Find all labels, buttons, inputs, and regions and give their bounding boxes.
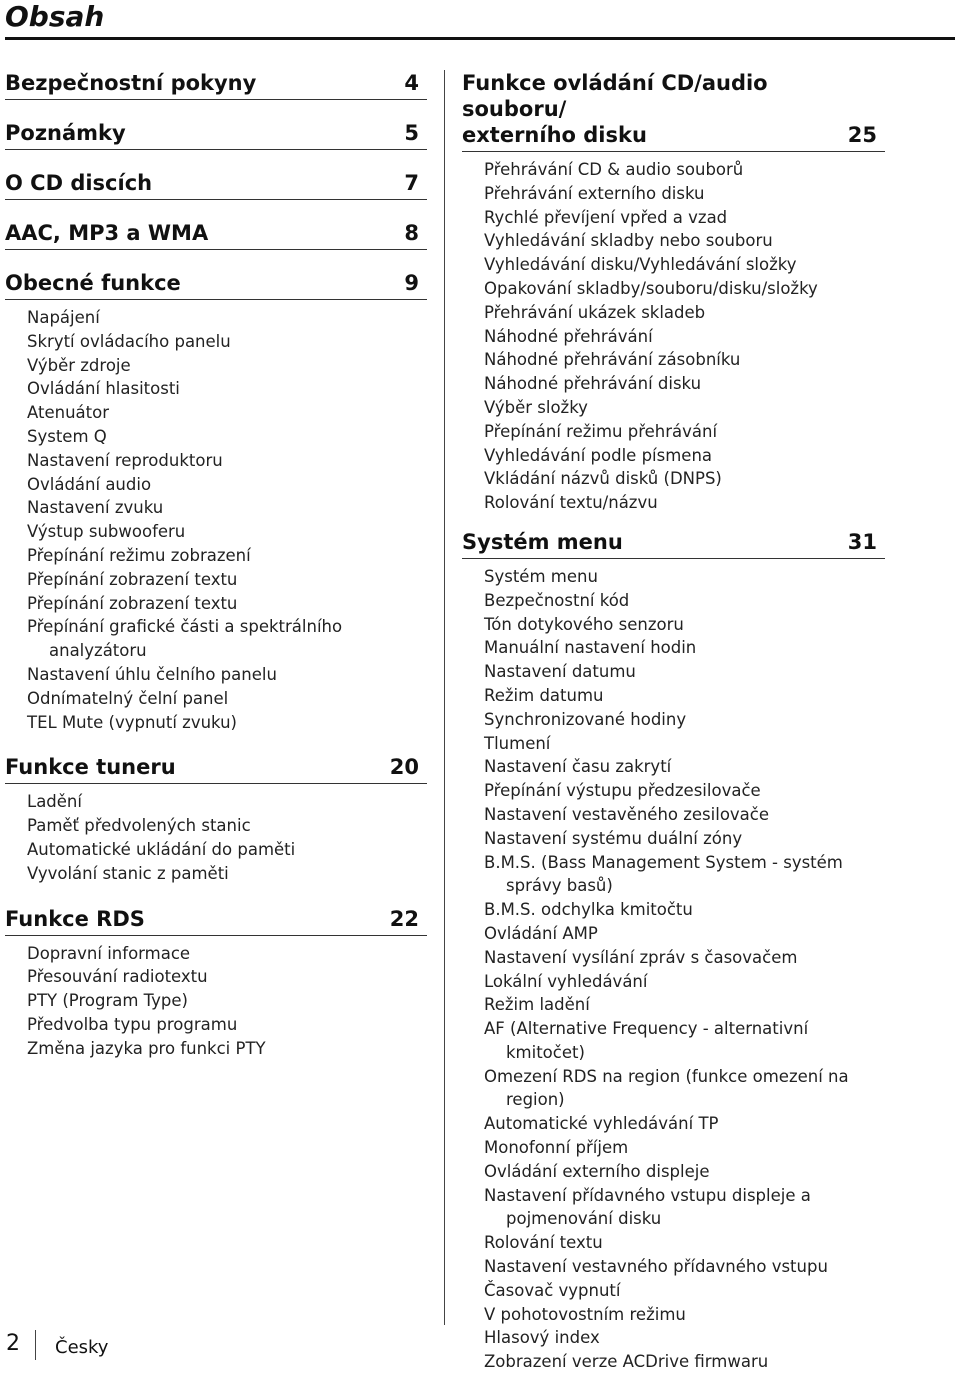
section-item-list [5,300,427,734]
toc-item-text: B.M.S. (Bass Management System - systém [484,852,843,872]
toc-item-text: Vyvolání stanic z paměti [27,863,229,883]
toc-item-text: Napájení [27,308,100,327]
toc-item-text: Nastavení zvuku [27,498,164,518]
toc-item[interactable] [27,377,427,401]
toc-item-text: Změna jazyka pro funkci PTY [27,1038,266,1058]
toc-item-text: Odnímatelný čelní panel [27,688,229,708]
toc-item-text: System Q [27,426,107,446]
toc-item[interactable] [484,684,885,708]
toc-item[interactable] [484,660,885,684]
toc-item[interactable] [27,473,427,497]
toc-item[interactable] [27,520,427,544]
toc-item-text: Výstup subwooferu [27,522,186,542]
toc-item[interactable] [484,325,885,349]
toc-item-text: Ovládání hlasitosti [27,379,180,399]
section-page-number: 9 [404,271,419,295]
toc-item-text: Nastavení vestavěného zesilovače [484,804,770,824]
toc-item-text: Monofonní příjem [484,1138,629,1158]
toc-item-text: Skrytí ovládacího panelu [27,331,231,351]
toc-item[interactable] [27,989,427,1013]
toc-item[interactable] [484,491,885,515]
toc-item[interactable] [484,229,885,253]
toc-item-text: Přepínání zobrazení textu [27,569,238,589]
toc-item-text: Rolování textu/názvu [484,493,658,513]
toc-item-text: Přesouvání radiotextu [27,967,208,987]
toc-item-text: Nastavení vestavného přídavného vstupu [484,1257,828,1277]
toc-item[interactable] [27,496,427,520]
toc-item-text: Nastavení systému duální zóny [484,828,743,848]
toc-item-text: Nastavení datumu [484,662,636,682]
toc-item-text: Nastavení úhlu čelního panelu [27,664,277,684]
toc-item-text: B.M.S. odchylka kmitočtu [484,900,693,920]
column-divider [444,70,445,1325]
toc-section [5,120,427,150]
toc-item[interactable] [484,755,885,779]
toc-item[interactable] [27,1013,427,1037]
toc-item[interactable] [27,838,427,862]
toc-item-text: Lokální vyhledávání [484,971,648,991]
toc-item[interactable] [484,1136,885,1160]
toc-item-text: Ovládání audio [27,474,152,494]
section-item-list [462,152,885,515]
toc-left-column [5,70,427,1081]
toc-item[interactable] [27,814,427,838]
toc-item-text: Hlasový index [484,1328,600,1348]
toc-item[interactable] [484,613,885,637]
toc-item-text: Vyhledávání skladby nebo souboru [484,231,773,251]
toc-item-text: Přepínání režimu přehrávání [484,421,718,441]
toc-item[interactable] [484,206,885,230]
toc-item[interactable] [484,851,885,899]
toc-item-text: Náhodné přehrávání [484,326,653,346]
toc-item-text: Ovládání AMP [484,923,598,943]
section-page-number: 5 [404,121,419,145]
section-heading[interactable] [5,270,427,300]
toc-item[interactable] [484,182,885,206]
toc-item-text: Systém menu [484,566,598,586]
toc-item[interactable] [484,348,885,372]
section-title-line: Systém menu [462,529,623,554]
toc-right-column [462,70,885,1388]
toc-item[interactable] [27,711,427,735]
page-language: Česky [55,1337,109,1358]
page-number: 2 [6,1331,20,1356]
toc-item-text: Výběr složky [484,397,588,417]
toc-item[interactable] [484,1303,885,1327]
toc-section [5,270,427,734]
toc-item-text: Nastavení vysílání zpráv s časovačem [484,947,798,967]
section-title-line: Funkce ovládání CD/audio souboru/ [462,71,768,121]
toc-item-text: Vkládání názvů disků (DNPS) [484,469,722,489]
toc-item-text: V pohotovostním režimu [484,1304,686,1324]
section-heading[interactable] [462,70,885,152]
toc-item-text: PTY (Program Type) [27,991,188,1011]
toc-section [462,70,885,515]
toc-item-text: Synchronizované hodiny [484,709,687,729]
toc-item[interactable] [484,732,885,756]
toc-item-text: Nastavení přídavného vstupu displeje a [484,1185,811,1205]
toc-item[interactable] [484,158,885,182]
section-page-number: 7 [404,171,419,195]
toc-item[interactable] [484,993,885,1017]
section-heading[interactable] [5,754,427,784]
toc-item-text: Náhodné přehrávání zásobníku [484,350,741,370]
toc-item[interactable] [27,687,427,711]
toc-section [5,220,427,250]
toc-item-text: TEL Mute (vypnutí zvuku) [27,712,237,732]
section-heading[interactable] [5,906,427,936]
toc-item[interactable] [27,790,427,814]
toc-item[interactable] [27,425,427,449]
section-title: Obecné funkce [5,271,181,295]
toc-item-text: Ovládání externího displeje [484,1161,710,1181]
toc-item-text: Paměť předvolených stanic [27,816,251,836]
toc-item[interactable] [27,401,427,425]
section-item-list [5,784,427,885]
toc-item-text: Přepínání režimu zobrazení [27,545,251,565]
toc-item-text: Ladění [27,792,82,812]
toc-item-text: Přehrávání ukázek skladeb [484,302,706,322]
toc-item-text: Opakování skladby/souboru/disku/složky [484,278,818,298]
toc-item[interactable] [484,444,885,468]
section-title: Funkce RDS [5,906,145,931]
toc-item-text: Nastavení času zakrytí [484,757,672,777]
toc-item[interactable] [484,1017,885,1065]
toc-item[interactable] [484,1184,885,1232]
section-heading[interactable] [5,220,427,250]
toc-item[interactable] [27,1037,427,1061]
toc-item[interactable] [484,779,885,803]
toc-item[interactable] [484,970,885,994]
toc-item[interactable] [484,467,885,491]
title-rule [5,37,955,40]
toc-item[interactable] [484,565,885,589]
toc-item-text: Přepínání grafické části a spektrálního [27,617,343,637]
toc-item[interactable] [27,306,427,330]
toc-item-text: Výběr zdroje [27,355,131,375]
toc-item-continuation: kmitočet) [506,1042,585,1062]
toc-item-text: Atenuátor [27,403,109,423]
toc-item-text: AF (Alternative Frequency - alternativní [484,1019,809,1039]
section-title: Funkce tuneru [5,755,176,780]
toc-item-text: Tlumení [484,733,551,753]
toc-item-text: Náhodné přehrávání disku [484,374,702,394]
toc-item[interactable] [484,636,885,660]
section-item-list [462,559,885,1374]
toc-item[interactable] [484,1231,885,1255]
toc-item-text: Přehrávání CD & audio souborů [484,160,744,179]
toc-item[interactable] [27,862,427,886]
toc-item-continuation: pojmenování disku [506,1209,662,1229]
section-page-number: 25 [847,123,877,147]
section-page-number: 20 [389,755,419,780]
toc-item-text: Vyhledávání podle písmena [484,445,713,465]
section-title [462,70,848,148]
toc-item-text: Vyhledávání disku/Vyhledávání složky [484,255,797,275]
toc-section [462,529,885,1374]
toc-item-text: Omezení RDS na region (funkce omezení na [484,1066,849,1086]
toc-item[interactable] [484,1160,885,1184]
toc-section [5,70,427,100]
page-title: Obsah [5,0,105,33]
section-page-number: 8 [404,221,419,245]
section-title [462,529,848,555]
toc-item[interactable] [484,396,885,420]
section-heading[interactable] [5,120,427,150]
toc-item-text: Rychlé převíjení vpřed a vzad [484,207,728,227]
toc-item-text: Automatické ukládání do paměti [27,839,296,859]
toc-item-continuation: správy basů) [506,876,613,896]
toc-item-text: Režim ladění [484,995,590,1015]
toc-item[interactable] [27,568,427,592]
toc-item-text: Předvolba typu programu [27,1014,238,1034]
section-title: Poznámky [5,121,126,145]
footer-divider [35,1330,36,1360]
toc-item[interactable] [484,589,885,613]
section-title: O CD discích [5,171,153,195]
toc-item[interactable] [484,253,885,277]
toc-item[interactable] [27,354,427,378]
toc-section [5,906,427,1061]
toc-item[interactable] [27,965,427,989]
toc-item-continuation: analyzátoru [49,641,147,661]
toc-item[interactable] [484,1065,885,1113]
section-title: AAC, MP3 a WMA [5,221,209,245]
toc-item[interactable] [484,922,885,946]
toc-item[interactable] [27,330,427,354]
toc-item-text: Automatické vyhledávání TP [484,1114,719,1134]
toc-item[interactable] [484,1279,885,1303]
toc-item[interactable] [27,544,427,568]
section-item-list [5,936,427,1061]
toc-item-continuation: region) [506,1090,565,1110]
toc-item[interactable] [484,708,885,732]
toc-item[interactable] [484,946,885,970]
section-title: Bezpečnostní pokyny [5,71,257,95]
toc-item-text: Zobrazení verze ACDrive firmwaru [484,1352,769,1372]
section-page-number: 4 [404,71,419,95]
toc-item[interactable] [484,372,885,396]
toc-item-text: Nastavení reproduktoru [27,450,223,470]
toc-item-text: Rolování textu [484,1233,603,1253]
toc-item[interactable] [484,1112,885,1136]
toc-item-text: Tón dotykového senzoru [484,614,684,634]
section-heading[interactable] [5,70,427,100]
toc-item[interactable] [27,449,427,473]
toc-item[interactable] [484,898,885,922]
toc-item[interactable] [27,663,427,687]
toc-item-text: Režim datumu [484,685,604,705]
toc-item[interactable] [484,277,885,301]
toc-item-text: Přepínání výstupu předzesilovače [484,781,761,801]
toc-item[interactable] [27,592,427,616]
toc-item[interactable] [484,803,885,827]
toc-item-text: Manuální nastavení hodin [484,638,697,658]
toc-section [5,754,427,885]
toc-item[interactable] [484,1255,885,1279]
toc-item[interactable] [484,1326,885,1350]
toc-item-text: Časovač vypnutí [484,1280,621,1300]
toc-item[interactable] [484,1350,885,1374]
toc-item[interactable] [484,301,885,325]
section-heading[interactable] [5,170,427,200]
toc-item[interactable] [27,615,427,663]
section-title-line: externího disku [462,123,647,147]
toc-item-text: Přehrávání externího disku [484,183,705,203]
section-page-number: 31 [847,529,877,554]
toc-item[interactable] [484,827,885,851]
toc-item-text: Bezpečnostní kód [484,590,630,610]
toc-item-text: Přepínání zobrazení textu [27,593,238,613]
toc-item-text: Dopravní informace [27,943,191,963]
section-heading[interactable] [462,529,885,559]
toc-item[interactable] [27,942,427,966]
toc-section [5,170,427,200]
section-page-number: 22 [389,906,419,931]
toc-item[interactable] [484,420,885,444]
